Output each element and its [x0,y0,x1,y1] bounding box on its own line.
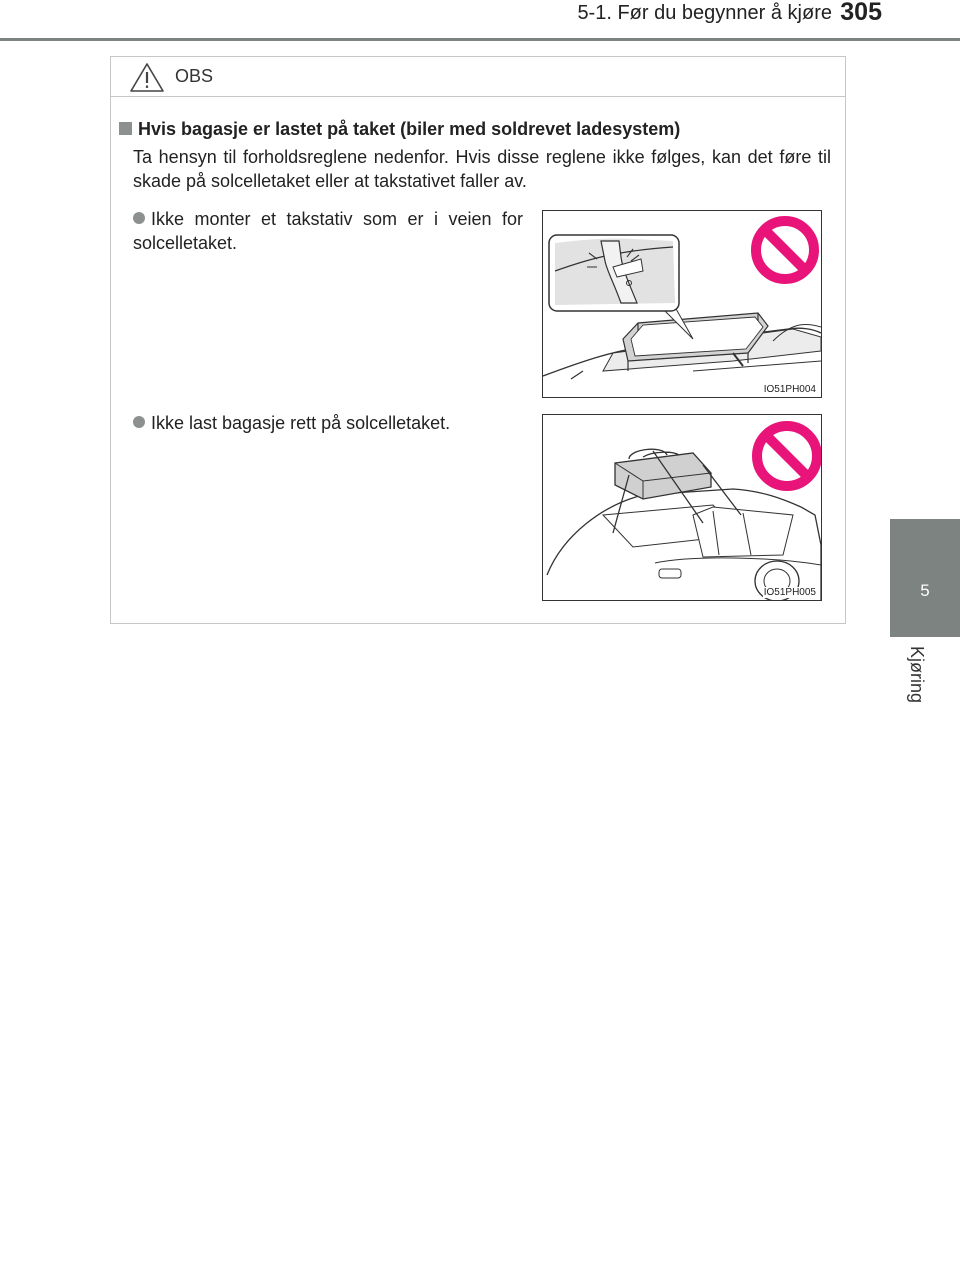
list-item-text: Ikke monter et takstativ som er i veien for solcelletaket. [133,209,523,253]
square-bullet-icon [119,122,132,135]
chapter-number: 5 [920,581,930,600]
roof-luggage-illustration [543,415,821,600]
section-body: Ta hensyn til forholdsreglene nedenfor. Hvis disse reglene ikke følges, kan det føre til skade på solcelletaket eller at takstativet faller av. [133,147,831,191]
figure-code: IO51PH005 [763,587,816,598]
list-item-text: Ikke last bagasje rett på solcelletaket. [151,413,451,433]
chapter-label: Kjøring [907,646,927,704]
chapter-tab[interactable] [890,519,960,637]
warning-triangle-icon [129,61,165,93]
figure-code: IO51PH004 [763,384,816,395]
section-heading: 5-1. Før du begynner å kjøre [577,2,832,24]
figure-roof-rack [542,210,822,398]
roof-rack-illustration [543,211,821,397]
header-rule [0,38,960,41]
list-item [133,411,523,435]
caution-header [111,57,845,97]
section-title-text: Hvis bagasje er lastet på taket (biler med soldrevet ladesystem) [138,119,681,139]
page-number: 305 [840,0,882,26]
list-item [133,207,523,255]
round-bullet-icon [133,212,145,224]
caution-label: OBS [175,66,214,86]
caution-box [110,56,846,624]
section-title [119,119,680,140]
figure-roof-luggage [542,414,822,601]
page-header [0,0,960,36]
round-bullet-icon [133,416,145,428]
